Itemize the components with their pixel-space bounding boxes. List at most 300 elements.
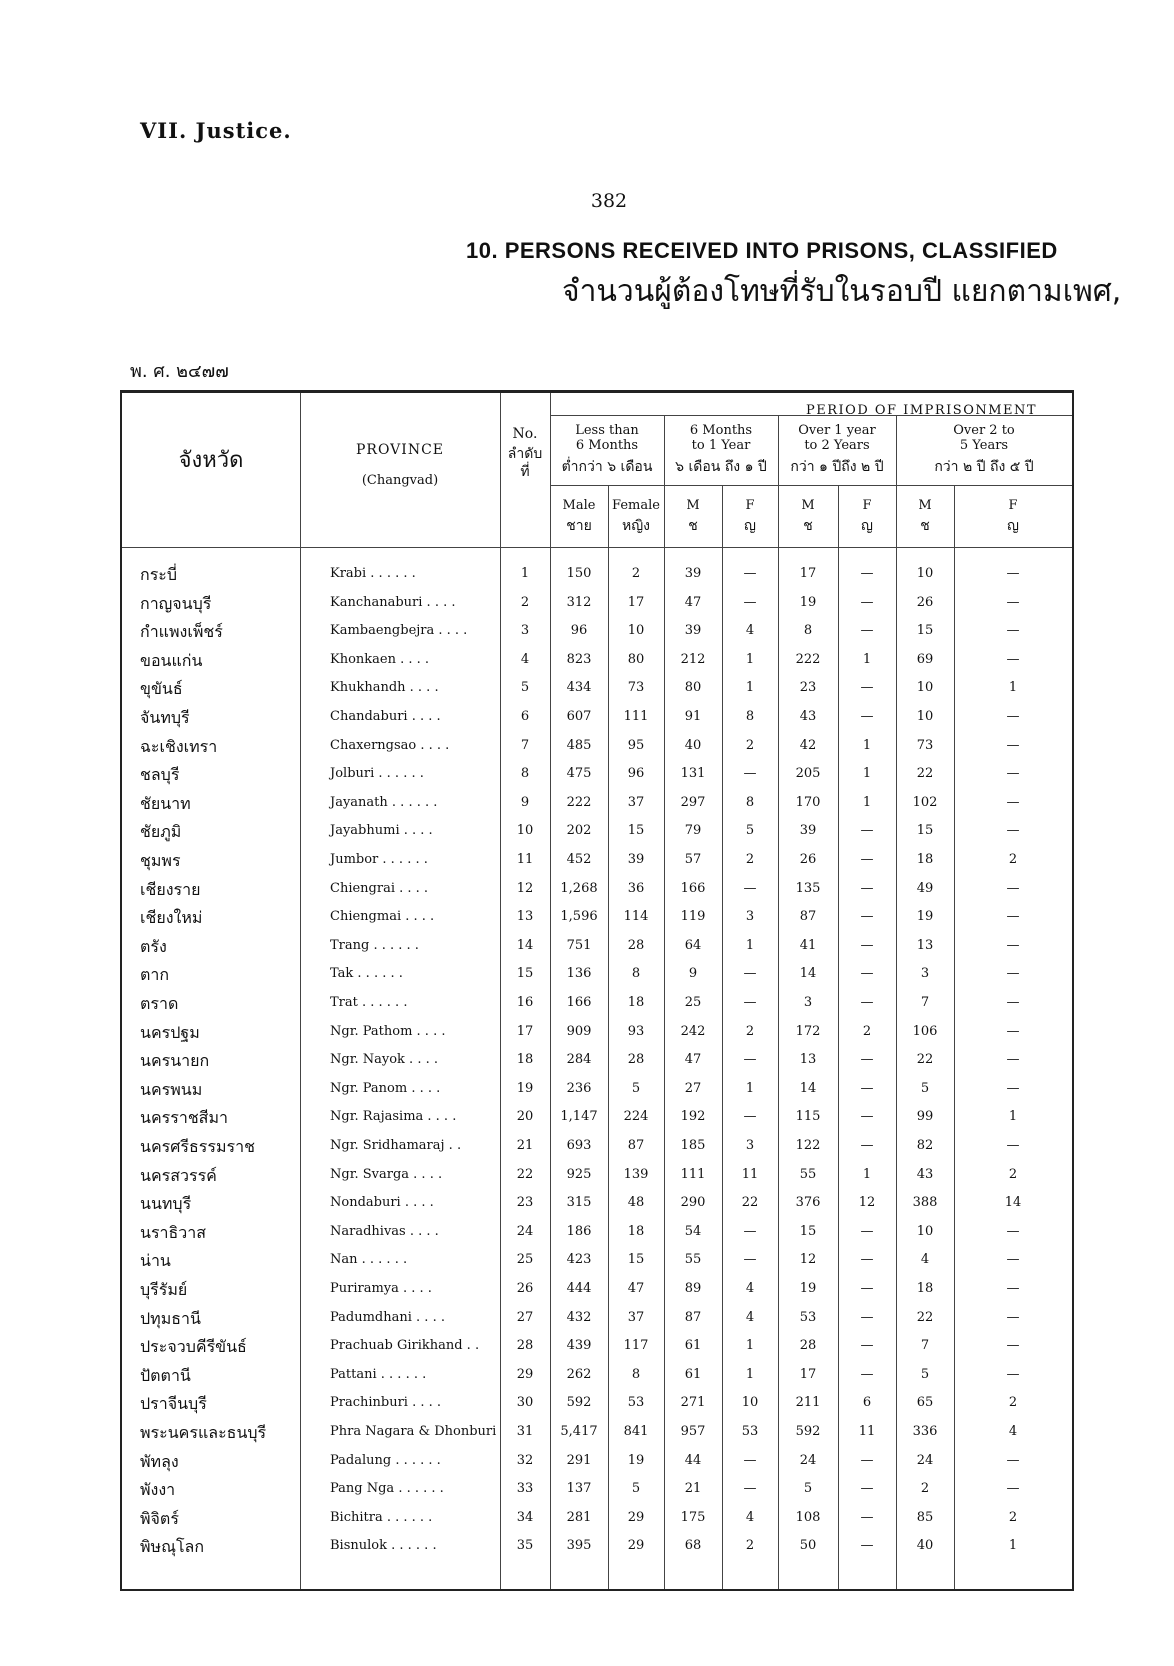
header-f-thai: ญ xyxy=(861,518,873,534)
province-name: Ngr. Pathom . . . . xyxy=(330,1023,446,1039)
province-name: Ngr. Sridhamaraj . . xyxy=(330,1138,462,1153)
cell-1y2y-male: 211 xyxy=(795,1395,821,1411)
cell-1y2y-female: 1 xyxy=(862,651,872,667)
province-name: Pang Nga . . . . . . xyxy=(330,1481,444,1497)
cell-1y2y-female: — xyxy=(860,852,874,867)
header-group2-thai: ๖ เดือน ถึง ๑ ปี xyxy=(675,459,767,475)
table-row xyxy=(122,1219,1072,1248)
row-number: 21 xyxy=(516,1138,534,1153)
cell-1y2y-male: 43 xyxy=(799,709,817,724)
cell-1y2y-male: 205 xyxy=(795,766,821,782)
cell-6m1y-male: 131 xyxy=(680,766,706,782)
header-group1-thai: ต่ำกว่า ๖ เดือน xyxy=(561,459,653,475)
cell-2y5y-male: 24 xyxy=(916,1452,934,1468)
province-name: Kanchanaburi . . . . xyxy=(330,594,456,610)
cell-2y5y-female: — xyxy=(1006,1452,1020,1468)
cell-1y2y-male: 24 xyxy=(799,1452,817,1468)
cell-1y2y-male: 5 xyxy=(803,1481,813,1497)
province-thai: ประจวบคีรีขันธ์ xyxy=(140,1337,247,1357)
cell-1y2y-male: 3 xyxy=(803,995,813,1010)
cell-lt6-female: 111 xyxy=(623,709,649,724)
cell-lt6-female: 87 xyxy=(627,1138,645,1153)
table-row xyxy=(122,1104,1072,1133)
cell-lt6-male: 439 xyxy=(566,1338,592,1354)
cell-1y2y-female: — xyxy=(860,566,874,581)
row-number: 27 xyxy=(516,1309,534,1325)
cell-6m1y-male: 175 xyxy=(680,1509,706,1525)
cell-2y5y-female: — xyxy=(1006,566,1020,581)
province-name: Trang . . . . . . xyxy=(330,937,419,953)
cell-1y2y-female: — xyxy=(860,1452,874,1468)
row-number: 19 xyxy=(516,1080,534,1096)
province-name: Chiengrai . . . . xyxy=(330,880,429,896)
cell-6m1y-male: 47 xyxy=(684,1052,702,1068)
cell-6m1y-female: — xyxy=(743,1252,757,1268)
province-thai: ปัตตานี xyxy=(140,1365,191,1385)
province-thai: นครปฐม xyxy=(140,1022,200,1042)
cell-1y2y-female: — xyxy=(860,623,874,639)
province-name: Krabi . . . . . . xyxy=(330,566,416,581)
cell-2y5y-male: 99 xyxy=(916,1109,934,1125)
cell-1y2y-male: 14 xyxy=(799,966,817,982)
cell-6m1y-female: 53 xyxy=(741,1424,759,1439)
province-thai: นราธิวาส xyxy=(140,1222,207,1242)
cell-1y2y-female: — xyxy=(860,1138,874,1153)
header-no: No. xyxy=(512,426,538,442)
cell-lt6-female: 37 xyxy=(627,1309,645,1325)
cell-2y5y-female: — xyxy=(1006,794,1020,810)
cell-1y2y-female: — xyxy=(860,1080,874,1096)
cell-2y5y-male: 5 xyxy=(920,1080,930,1096)
row-number: 2 xyxy=(520,594,530,610)
cell-lt6-female: 93 xyxy=(627,1023,645,1039)
cell-1y2y-female: 1 xyxy=(862,1166,872,1182)
cell-1y2y-male: 50 xyxy=(799,1538,817,1554)
cell-lt6-male: 423 xyxy=(566,1252,592,1268)
table-row xyxy=(122,1162,1072,1191)
province-name: Bisnulok . . . . . . xyxy=(330,1538,437,1554)
province-thai: กาญจนบุรี xyxy=(140,593,212,613)
header-male: Male xyxy=(562,498,596,513)
cell-lt6-male: 222 xyxy=(566,794,592,810)
cell-6m1y-male: 89 xyxy=(684,1281,702,1296)
cell-lt6-female: 139 xyxy=(623,1166,649,1182)
page-number: 382 xyxy=(590,190,628,212)
cell-lt6-male: 291 xyxy=(566,1452,592,1468)
cell-2y5y-male: 2 xyxy=(920,1481,930,1497)
province-thai: นครศรีธรรมราช xyxy=(140,1137,255,1156)
cell-lt6-male: 607 xyxy=(566,709,592,724)
cell-6m1y-male: 25 xyxy=(684,995,702,1010)
cell-lt6-female: 29 xyxy=(627,1538,645,1554)
cell-2y5y-male: 10 xyxy=(916,566,934,581)
cell-6m1y-female: — xyxy=(743,1452,757,1468)
cell-lt6-male: 281 xyxy=(566,1509,592,1525)
table-row xyxy=(122,1476,1072,1505)
cell-2y5y-male: 18 xyxy=(916,852,934,867)
row-number: 23 xyxy=(516,1195,534,1211)
table-title-thai: จำนวนผู้ต้องโทษที่รับในรอบปี แยกตามเพศ, xyxy=(562,274,1122,309)
row-number: 14 xyxy=(516,937,534,953)
divider xyxy=(550,485,1072,486)
cell-2y5y-male: 5 xyxy=(920,1366,930,1382)
cell-lt6-female: 841 xyxy=(623,1424,649,1439)
cell-lt6-female: 53 xyxy=(627,1395,645,1411)
cell-6m1y-female: 4 xyxy=(745,1509,755,1525)
province-thai: ชุมพร xyxy=(140,851,181,870)
row-number: 35 xyxy=(516,1538,534,1554)
cell-lt6-female: 5 xyxy=(631,1080,641,1096)
cell-lt6-female: 36 xyxy=(627,880,645,896)
cell-6m1y-male: 297 xyxy=(680,794,706,810)
row-number: 22 xyxy=(516,1166,534,1182)
cell-1y2y-female: — xyxy=(860,1252,874,1268)
cell-1y2y-male: 108 xyxy=(795,1509,821,1525)
province-name: Kambaengbejra . . . . xyxy=(330,623,468,639)
cell-lt6-male: 432 xyxy=(566,1309,592,1325)
cell-lt6-male: 693 xyxy=(566,1138,592,1153)
cell-1y2y-female: — xyxy=(860,909,874,925)
cell-2y5y-female: — xyxy=(1006,1023,1020,1039)
row-number: 12 xyxy=(516,880,534,896)
cell-6m1y-female: — xyxy=(743,1052,757,1068)
cell-6m1y-female: 3 xyxy=(745,909,755,925)
province-name: Jayabhumi . . . . xyxy=(330,823,433,839)
cell-2y5y-female: — xyxy=(1006,1138,1020,1153)
cell-lt6-male: 925 xyxy=(566,1166,592,1182)
cell-6m1y-female: — xyxy=(743,594,757,610)
cell-6m1y-female: 1 xyxy=(745,1080,755,1096)
cell-6m1y-female: 22 xyxy=(741,1195,759,1211)
cell-lt6-female: 18 xyxy=(627,1223,645,1239)
row-number: 5 xyxy=(520,680,530,696)
table-row xyxy=(122,1047,1072,1076)
table-row xyxy=(122,647,1072,676)
province-thai: กำแพงเพ็ชร์ xyxy=(140,622,223,642)
cell-lt6-male: 262 xyxy=(566,1366,592,1382)
province-thai: พระนครและธนบุรี xyxy=(140,1423,267,1442)
cell-6m1y-male: 290 xyxy=(680,1195,706,1211)
header-male-thai: ชาย xyxy=(566,518,592,534)
cell-lt6-male: 592 xyxy=(566,1395,592,1411)
cell-6m1y-male: 119 xyxy=(680,909,706,925)
province-name: Ngr. Svarga . . . . xyxy=(330,1166,443,1182)
province-thai: เชียงใหม่ xyxy=(140,908,203,928)
cell-2y5y-female: — xyxy=(1006,1309,1020,1325)
cell-2y5y-female: — xyxy=(1006,1481,1020,1497)
table-row xyxy=(122,1533,1072,1562)
header-f: F xyxy=(745,498,755,513)
cell-lt6-female: 37 xyxy=(627,794,645,810)
province-thai: นครสวรรค์ xyxy=(140,1165,217,1185)
table-row xyxy=(122,818,1072,847)
header-group3: Over 1 year xyxy=(798,423,876,438)
header-province-thai: จังหวัด xyxy=(178,448,244,473)
cell-1y2y-female: 1 xyxy=(862,794,872,810)
province-name: Padalung . . . . . . xyxy=(330,1452,441,1468)
cell-lt6-female: 114 xyxy=(623,909,649,925)
row-number: 17 xyxy=(516,1023,534,1039)
table-row xyxy=(122,761,1072,790)
province-name: Trat . . . . . . xyxy=(330,995,408,1010)
cell-lt6-male: 434 xyxy=(566,680,592,696)
cell-6m1y-male: 27 xyxy=(684,1080,702,1096)
cell-1y2y-female: — xyxy=(860,937,874,953)
cell-lt6-male: 137 xyxy=(566,1481,592,1497)
table-row xyxy=(122,933,1072,962)
cell-2y5y-female: 4 xyxy=(1008,1424,1018,1439)
cell-2y5y-female: — xyxy=(1006,737,1020,753)
header-group1: Less than xyxy=(575,423,639,438)
table-row xyxy=(122,961,1072,990)
cell-6m1y-female: 2 xyxy=(745,737,755,753)
cell-2y5y-female: 2 xyxy=(1008,1166,1018,1182)
cell-2y5y-male: 10 xyxy=(916,680,934,696)
cell-1y2y-female: 2 xyxy=(862,1023,872,1039)
cell-lt6-female: 19 xyxy=(627,1452,645,1468)
cell-1y2y-male: 13 xyxy=(799,1052,817,1068)
cell-lt6-male: 96 xyxy=(570,623,588,639)
province-name: Jumbor . . . . . . xyxy=(330,852,428,867)
cell-2y5y-female: 2 xyxy=(1008,1395,1018,1411)
cell-lt6-male: 444 xyxy=(566,1281,592,1296)
cell-1y2y-male: 122 xyxy=(795,1138,821,1153)
cell-6m1y-female: 4 xyxy=(745,623,755,639)
cell-6m1y-male: 44 xyxy=(684,1452,702,1468)
cell-6m1y-male: 39 xyxy=(684,623,702,639)
cell-2y5y-female: — xyxy=(1006,1052,1020,1068)
table-row xyxy=(122,1019,1072,1048)
province-name: Nondaburi . . . . xyxy=(330,1195,434,1211)
cell-6m1y-female: 1 xyxy=(745,680,755,696)
header-group3-thai: กว่า ๑ ปีถึง ๒ ปี xyxy=(790,459,884,475)
cell-1y2y-female: 1 xyxy=(862,766,872,782)
cell-1y2y-male: 8 xyxy=(803,623,813,639)
cell-1y2y-male: 376 xyxy=(795,1195,821,1211)
province-thai: พังงา xyxy=(140,1480,176,1500)
cell-2y5y-male: 10 xyxy=(916,709,934,724)
cell-1y2y-female: — xyxy=(860,1366,874,1382)
prison-table xyxy=(120,390,1074,1591)
header-province: PROVINCE xyxy=(355,442,444,458)
cell-lt6-male: 475 xyxy=(566,766,592,782)
province-name: Chaxerngsao . . . . xyxy=(330,737,450,753)
cell-6m1y-male: 47 xyxy=(684,594,702,610)
province-name: Puriramya . . . . xyxy=(330,1281,432,1296)
province-name: Naradhivas . . . . xyxy=(330,1223,439,1239)
cell-2y5y-male: 7 xyxy=(920,995,930,1010)
row-number: 20 xyxy=(516,1109,534,1125)
cell-2y5y-female: — xyxy=(1006,1366,1020,1382)
cell-1y2y-male: 115 xyxy=(795,1109,821,1125)
cell-6m1y-female: 1 xyxy=(745,651,755,667)
cell-lt6-female: 29 xyxy=(627,1509,645,1525)
cell-lt6-male: 909 xyxy=(566,1023,592,1039)
header-group2: 6 Months xyxy=(689,423,753,438)
province-thai: พิจิตร์ xyxy=(140,1508,179,1528)
cell-lt6-male: 166 xyxy=(566,995,592,1010)
row-number: 34 xyxy=(516,1509,534,1525)
cell-lt6-female: 80 xyxy=(627,651,645,667)
province-thai: ชลบุรี xyxy=(140,765,180,785)
cell-2y5y-male: 18 xyxy=(916,1281,934,1296)
row-number: 4 xyxy=(520,651,530,667)
cell-2y5y-male: 4 xyxy=(920,1252,930,1268)
cell-1y2y-female: 1 xyxy=(862,737,872,753)
header-group2-b: to 1 Year xyxy=(691,438,751,453)
cell-6m1y-male: 185 xyxy=(680,1138,706,1153)
cell-6m1y-female: — xyxy=(743,1223,757,1239)
header-group4-thai: กว่า ๒ ปี ถึง ๕ ปี xyxy=(934,459,1034,475)
cell-2y5y-female: — xyxy=(1006,651,1020,667)
province-name: Ngr. Panom . . . . xyxy=(330,1080,441,1096)
province-thai: ตรัง xyxy=(140,936,167,956)
cell-2y5y-female: — xyxy=(1006,623,1020,639)
cell-1y2y-female: — xyxy=(860,823,874,839)
cell-lt6-male: 1,268 xyxy=(560,880,598,896)
cell-2y5y-female: — xyxy=(1006,1338,1020,1354)
cell-1y2y-female: — xyxy=(860,1109,874,1125)
cell-6m1y-male: 111 xyxy=(680,1166,706,1182)
header-m: M xyxy=(918,498,932,513)
cell-2y5y-male: 22 xyxy=(916,1309,934,1325)
header-no-thai: ลำดับ xyxy=(507,446,543,462)
cell-6m1y-male: 957 xyxy=(680,1424,706,1439)
row-number: 18 xyxy=(516,1052,534,1068)
header-f: F xyxy=(862,498,872,513)
cell-2y5y-male: 43 xyxy=(916,1166,934,1182)
cell-1y2y-male: 23 xyxy=(799,680,817,696)
cell-lt6-female: 8 xyxy=(631,966,641,982)
cell-1y2y-male: 172 xyxy=(795,1023,821,1039)
province-thai: จันทบุรี xyxy=(140,708,190,727)
province-thai: เชียงราย xyxy=(140,879,201,899)
cell-2y5y-female: 1 xyxy=(1008,680,1018,696)
cell-1y2y-female: — xyxy=(860,1223,874,1239)
cell-1y2y-female: 12 xyxy=(858,1195,876,1211)
province-name: Prachinburi . . . . xyxy=(330,1395,442,1411)
cell-1y2y-female: — xyxy=(860,709,874,724)
cell-lt6-male: 5,417 xyxy=(560,1424,598,1439)
cell-6m1y-female: 11 xyxy=(741,1166,759,1182)
cell-lt6-female: 15 xyxy=(627,823,645,839)
cell-lt6-male: 1,147 xyxy=(560,1109,598,1125)
province-thai: ตราด xyxy=(140,994,179,1013)
cell-2y5y-male: 26 xyxy=(916,594,934,610)
province-name: Pattani . . . . . . xyxy=(330,1366,427,1382)
cell-1y2y-female: — xyxy=(860,1481,874,1497)
cell-lt6-female: 96 xyxy=(627,766,645,782)
cell-6m1y-male: 39 xyxy=(684,566,702,581)
province-thai: ขอนแก่น xyxy=(140,650,203,670)
table-row xyxy=(122,590,1072,619)
cell-2y5y-female: — xyxy=(1006,1080,1020,1096)
header-m-thai: ช xyxy=(803,518,813,534)
cell-6m1y-male: 68 xyxy=(684,1538,702,1554)
row-number: 13 xyxy=(516,909,534,925)
cell-2y5y-female: — xyxy=(1006,1223,1020,1239)
cell-6m1y-female: 1 xyxy=(745,937,755,953)
header-f-thai: ญ xyxy=(744,518,756,534)
province-name: Ngr. Nayok . . . . xyxy=(330,1052,438,1068)
cell-6m1y-female: — xyxy=(743,1109,757,1125)
province-thai: นนทบุรี xyxy=(140,1194,192,1214)
table-row xyxy=(122,847,1072,876)
province-name: Phra Nagara & Dhonburi xyxy=(330,1424,497,1439)
section-heading: VII. Justice. xyxy=(140,118,292,143)
cell-1y2y-female: — xyxy=(860,1309,874,1325)
cell-lt6-female: 47 xyxy=(627,1281,645,1296)
cell-6m1y-female: — xyxy=(743,966,757,982)
province-name: Tak . . . . . . xyxy=(330,966,403,982)
header-group4: Over 2 to xyxy=(953,423,1015,438)
cell-2y5y-male: 7 xyxy=(920,1338,930,1354)
cell-2y5y-male: 13 xyxy=(916,937,934,953)
cell-lt6-female: 117 xyxy=(623,1338,649,1354)
cell-lt6-male: 186 xyxy=(566,1223,592,1239)
cell-lt6-female: 5 xyxy=(631,1481,641,1497)
cell-1y2y-female: — xyxy=(860,1052,874,1068)
cell-lt6-male: 452 xyxy=(566,852,592,867)
row-number: 32 xyxy=(516,1452,534,1468)
cell-1y2y-male: 26 xyxy=(799,852,817,867)
header-m: M xyxy=(686,498,700,513)
cell-2y5y-male: 82 xyxy=(916,1138,934,1153)
cell-2y5y-female: — xyxy=(1006,766,1020,782)
cell-1y2y-male: 42 xyxy=(799,737,817,753)
table-row xyxy=(122,1390,1072,1419)
header-no-thai-2: ที่ xyxy=(520,464,530,480)
cell-6m1y-male: 242 xyxy=(680,1023,706,1039)
cell-2y5y-male: 15 xyxy=(916,823,934,839)
cell-1y2y-female: — xyxy=(860,594,874,610)
table-row xyxy=(122,876,1072,905)
cell-6m1y-female: — xyxy=(743,1481,757,1497)
cell-1y2y-male: 19 xyxy=(799,594,817,610)
cell-6m1y-female: 8 xyxy=(745,794,755,810)
cell-2y5y-female: 1 xyxy=(1008,1538,1018,1554)
cell-6m1y-male: 54 xyxy=(684,1223,702,1239)
cell-6m1y-female: 8 xyxy=(745,709,755,724)
header-f: F xyxy=(1008,498,1018,513)
cell-6m1y-female: — xyxy=(743,880,757,896)
table-row xyxy=(122,1419,1072,1448)
cell-1y2y-male: 222 xyxy=(795,651,821,667)
cell-lt6-female: 39 xyxy=(627,852,645,867)
cell-lt6-male: 485 xyxy=(566,737,592,753)
cell-1y2y-male: 592 xyxy=(795,1424,821,1439)
cell-2y5y-male: 65 xyxy=(916,1395,934,1411)
cell-1y2y-female: — xyxy=(860,1509,874,1525)
cell-6m1y-male: 192 xyxy=(680,1109,706,1125)
province-name: Jayanath . . . . . . xyxy=(330,794,438,810)
cell-1y2y-male: 55 xyxy=(799,1166,817,1182)
province-thai: ปทุมธานี xyxy=(140,1308,201,1328)
province-thai: กระบี่ xyxy=(140,565,178,584)
cell-1y2y-female: 11 xyxy=(858,1424,876,1439)
cell-6m1y-female: 1 xyxy=(745,1338,755,1354)
province-thai: ตาก xyxy=(140,965,170,985)
cell-6m1y-female: — xyxy=(743,995,757,1010)
cell-2y5y-female: 2 xyxy=(1008,1509,1018,1525)
cell-2y5y-male: 73 xyxy=(916,737,934,753)
province-thai: นครพนม xyxy=(140,1079,203,1099)
cell-6m1y-male: 40 xyxy=(684,737,702,753)
header-changvad: (Changvad) xyxy=(361,473,439,488)
cell-1y2y-male: 53 xyxy=(799,1309,817,1325)
cell-1y2y-female: — xyxy=(860,1538,874,1554)
table-row xyxy=(122,1305,1072,1334)
